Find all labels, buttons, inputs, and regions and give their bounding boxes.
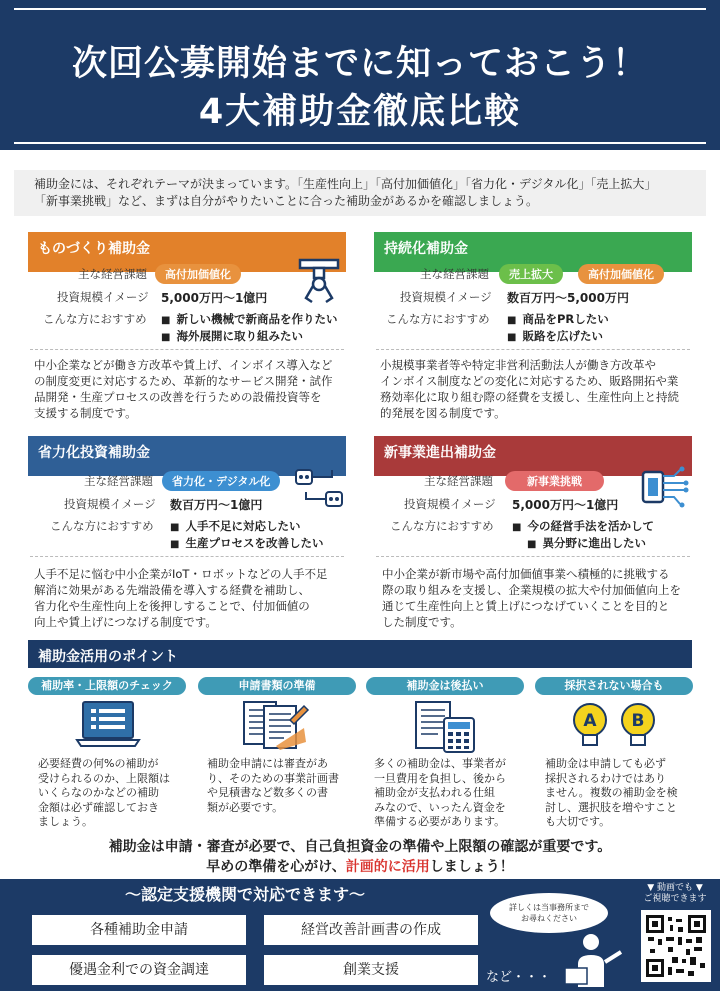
service-item-financing: 優遇金利での資金調達 xyxy=(32,955,246,985)
scale-value: 5,000万円～1億円 xyxy=(512,498,619,512)
target-item: ■ 新しい機械で新商品を作りたい xyxy=(161,311,337,327)
service-item-management-plan: 経営改善計画書の作成 xyxy=(264,915,478,945)
video-label: ▼ 動画でも ▼ ご視聴できます xyxy=(643,883,707,904)
subsidy-title: 持続化補助金 xyxy=(374,232,692,272)
bulb-letter-a: A xyxy=(583,711,597,731)
theme-tag: 高付加価値化 xyxy=(155,263,241,284)
target-item: ■ 人手不足に対応したい xyxy=(170,518,300,534)
target-label: こんな方におすすめ xyxy=(386,312,490,326)
theme-tag: 新事業挑戦 xyxy=(505,470,604,491)
person-pointing-icon xyxy=(555,930,627,988)
summary-emphasis: 計画的に活用 xyxy=(345,859,430,875)
scale-label: 投資規模イメージ xyxy=(64,497,156,511)
divider xyxy=(376,556,690,557)
point-body: 多くの補助金は、事業者が 一旦費用を負担し、後から 補助金が支払われる仕組 みなので、いったん資金を 準備する必要があります。 xyxy=(374,757,506,828)
point-body: 補助金は申請しても必ず 採択されるわけではあり ません。複数の補助金を検 討し、選択肢を増やすこと も大切です。 xyxy=(545,757,678,828)
summary-line2: 早めの準備を心がけ、計画的に活用しましょう！ xyxy=(206,859,514,875)
subsidy-description: 中小企業などが働き方改革や賃上げ、インボイス導入など の制度変更に対応するため、革新的なサービス開発・試作 品開発・生産プロセスの改善を行うための設備投資等を 支援する制度です。 xyxy=(34,358,333,420)
header-top-rule xyxy=(14,8,706,10)
point-heading: 補助率・上限額のチェック xyxy=(28,677,186,695)
theme-tag: 高付加価値化 xyxy=(578,263,664,284)
qr-code[interactable] xyxy=(641,910,711,982)
footer-etc: など・・・ xyxy=(486,970,552,985)
chip-circuit-icon xyxy=(640,464,690,510)
scale-label: 投資規模イメージ xyxy=(404,497,496,511)
scale-label: 投資規模イメージ xyxy=(400,290,492,304)
target-item: ■ 海外展開に取り組みたい xyxy=(161,328,303,344)
footer-title: ～認定支援機関で対応できます～ xyxy=(124,885,365,904)
point-heading: 申請書類の準備 xyxy=(198,677,356,695)
robot-icon xyxy=(292,466,346,510)
target-item-continued: ■ 異分野に進出したい xyxy=(527,535,646,551)
theme-label: 主な経営課題 xyxy=(84,474,153,488)
target-label: こんな方におすすめ xyxy=(43,312,147,326)
theme-label: 主な経営課題 xyxy=(424,474,493,488)
header-bottom-rule xyxy=(14,142,706,144)
target-item: ■ 商品をPRしたい xyxy=(507,311,609,327)
page-title-line2: 4大補助金徹底比較 xyxy=(198,92,522,132)
scale-value: 数百万円～1億円 xyxy=(170,498,263,512)
bulb-letter-b: B xyxy=(631,711,645,731)
theme-label: 主な経営課題 xyxy=(78,267,147,281)
point-body: 必要経費の何%の補助が 受けられるのか、上限額は いくらなのかなどの補助 金額は必ず確認しておき ましょう。 xyxy=(38,757,170,828)
scale-label: 投資規模イメージ xyxy=(57,290,149,304)
target-item: ■ 今の経営手法を活かして xyxy=(512,518,654,534)
speech-bubble: 詳しくは当事務所まで お尋ねください xyxy=(490,893,608,933)
subsidy-title: 省力化投資補助金 xyxy=(28,436,346,476)
divider xyxy=(30,556,344,557)
target-label: こんな方におすすめ xyxy=(390,519,494,533)
divider xyxy=(30,349,344,350)
subsidy-description: 小規模事業者等や特定非営利活動法人が働き方改革や インボイス制度などの変化に対応するため、販路開拓や業 務効率化に取り組む際の経費を支援し、生産性向上と持続 的発展を図る制度です。 xyxy=(380,358,679,420)
point-heading: 採択されない場合も xyxy=(535,677,693,695)
subsidy-title: ものづくり補助金 xyxy=(28,232,346,272)
point-heading: 補助金は後払い xyxy=(366,677,524,695)
scale-value: 数百万円～5,000万円 xyxy=(507,291,629,305)
scale-value: 5,000万円～1億円 xyxy=(161,291,268,305)
intro-line2: 「新事業挑戦」など、まずは自分がやりたいことに合った補助金があるかを確認しましょう。 xyxy=(34,194,539,208)
header-banner xyxy=(0,0,720,150)
theme-tag: 売上拡大 xyxy=(499,263,563,284)
intro-box xyxy=(14,170,706,216)
target-label: こんな方におすすめ xyxy=(50,519,154,533)
calculator-icon xyxy=(410,700,480,754)
point-body: 補助金申請には審査があ り、そのための事業計画書 や見積書など数多くの書 類が必要です。 xyxy=(207,757,339,814)
subsidy-description: 中小企業が新市場や高付加価値事業へ積極的に挑戦する 際の取り組みを支援し、企業規模の拡大や付加価値向上を 通じて生産性向上と賃上げにつなげていくことを目的と した制度です。 xyxy=(382,567,681,629)
service-item-subsidy-application: 各種補助金申請 xyxy=(32,915,246,945)
subsidy-description: 人手不足に悩む中小企業がIoT・ロボットなどの人手不足 解消に効果がある先端設備を導入する経費を補助し、 省力化や生産性向上を後押しすることで、付加価値の 向上や賃上げにつなげる制度です。 xyxy=(34,567,328,629)
points-section-title: 補助金活用のポイント xyxy=(28,640,692,668)
service-item-startup-support: 創業支援 xyxy=(264,955,478,985)
target-item: ■ 販路を広げたい xyxy=(507,328,603,344)
page-title-line1: 次回公募開始までに知っておこう！ xyxy=(71,44,648,84)
theme-tag: 省力化・デジタル化 xyxy=(162,470,280,491)
theme-label: 主な経営課題 xyxy=(420,267,489,281)
laptop-icon xyxy=(75,700,141,750)
intro-line1: 補助金には、それぞれテーマが決まっています。「生産性向上」「高付加価値化」「省力化・デジタル化」「売上拡大」 xyxy=(34,177,657,191)
lightbulb-icon xyxy=(568,700,662,752)
summary-line1: 補助金は申請・審査が必要で、自己負担資金の準備や上限額の確認が重要です。 xyxy=(108,839,612,855)
qr-code-icon xyxy=(646,915,706,977)
robot-arm-icon xyxy=(296,256,342,306)
subsidy-title: 新事業進出補助金 xyxy=(374,436,692,476)
divider xyxy=(376,349,690,350)
target-item: ■ 生産プロセスを改善したい xyxy=(170,535,323,551)
documents-icon xyxy=(240,698,310,752)
